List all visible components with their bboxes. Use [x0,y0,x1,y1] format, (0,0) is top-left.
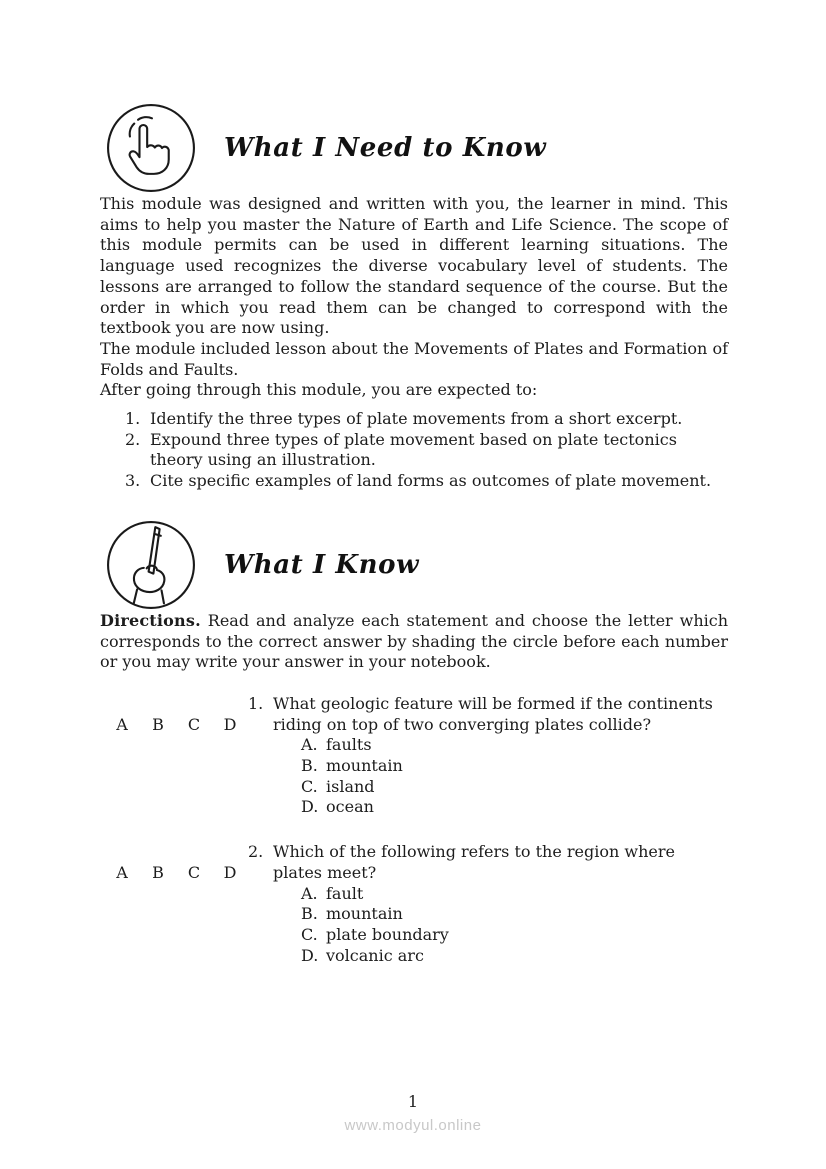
choice-letter: B. [301,904,318,924]
document-page [100,0,728,966]
choice-text: volcanic arc [326,945,424,965]
question-body [248,694,728,818]
directions-text: Read and analyze each statement and choose the letter which corresponds to the correct answer by shading the circle before each number or you may write your answer in your notebook. [100,610,728,672]
answer-letters-q2 [100,842,248,966]
answer-letter-b: B [152,714,164,734]
choice-text: island [326,776,375,796]
answer-letter-d: D [223,714,237,734]
choice-letter: A. [301,883,318,903]
objectives-intro: After going through this module, you are expected to: [100,380,538,400]
section-title-what-i-need-to-know: What I Need to Know [224,133,547,163]
choice-b [301,756,728,777]
choices-list [301,735,728,818]
answer-letter-c: C [187,862,201,882]
choice-text: fault [326,883,364,903]
choices-list [301,884,728,967]
choice-d [301,797,728,818]
question-text-row [248,842,728,883]
choice-text: mountain [326,904,403,924]
choice-letter: C. [301,776,318,796]
choice-letter: D. [301,797,319,817]
choice-letter: B. [301,756,318,776]
question-text: What geologic feature will be formed if the continents riding on top of two converging plates collide? [273,693,713,734]
question-block-2 [100,842,728,966]
answer-letter-b: B [152,862,164,882]
question-body [248,842,728,966]
answer-letter-a: A [116,714,128,734]
objective-text: Cite specific examples of land forms as outcomes of plate movement. [150,471,712,491]
objective-text: Identify the three types of plate movements from a short excerpt. [150,409,683,429]
choice-letter: A. [301,735,318,755]
page-number: 1 [407,1092,419,1111]
tap-hand-icon [105,102,197,194]
choice-text: plate boundary [326,924,449,944]
section-header-what-i-know [100,519,728,611]
question-text: Which of the following refers to the region where plates meet? [273,842,675,882]
objectives-list [100,409,728,492]
writing-hand-icon [105,519,197,611]
choice-d [301,946,728,967]
choice-c [301,925,728,946]
question-number: 2. [248,842,264,862]
question-number: 1. [248,693,264,713]
objective-number: 2. [125,429,141,449]
choice-text: faults [326,735,372,755]
choice-b [301,904,728,925]
section-title-what-i-know: What I Know [224,549,420,580]
question-block-1 [100,694,728,818]
choice-letter: D. [301,945,319,965]
choice-a [301,735,728,756]
answer-letter-d: D [223,862,237,882]
objective-item-3 [100,471,728,492]
objective-number: 3. [125,471,141,491]
choice-letter: C. [301,924,318,944]
module-lesson-paragraph: The module included lesson about the Movements of Plates and Formation of Folds and Faults. [100,338,728,379]
section-header-what-i-need-to-know [100,102,728,194]
intro-paragraph: This module was designed and written with you, the learner in mind. This aims to help you master the Nature of Earth and Life Science. The scope of this module permits can be used in different learning situations. The language used recognizes the diverse vocabulary level of students. The lessons are arranged to follow the standard sequence of the course. But the order in which you read them can be changed to correspond with the textbook you are now using. [100,194,728,338]
objective-item-2 [100,430,728,471]
answer-letter-a: A [116,862,128,882]
answer-letters-q1 [100,694,248,818]
choice-a [301,884,728,905]
directions-label: Directions. [100,610,201,630]
choice-text: mountain [326,756,403,776]
footer-site-text: www.modyul.online [344,1117,482,1134]
objective-text: Expound three types of plate movement based on plate tectonics theory using an illustration. [150,429,677,470]
directions-paragraph [100,611,728,673]
choice-c [301,777,728,798]
objective-number: 1. [125,409,141,429]
objective-item-1 [100,409,728,430]
question-text-row [248,694,728,735]
choice-text: ocean [326,797,374,817]
answer-letter-c: C [187,714,201,734]
